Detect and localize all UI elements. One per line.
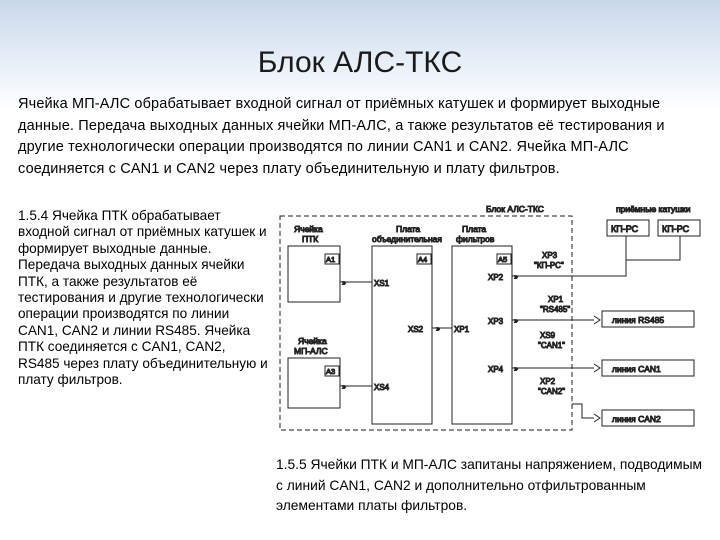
xp2-can2-label [538,377,565,396]
wire-rs485-arrow [594,316,600,324]
paragraph-power: 1.5.5 Ячейки ПТК и МП-АЛС запитаны напряжением, подводимым с линий CAN1, CAN2 и дополнительно отфильтрованным элементами платы фильтров. [276,457,703,513]
wire-can1-arrow [594,364,600,372]
xp3-kprs-label [534,251,564,270]
wire-xp4-mark: » [514,366,518,373]
backplane-label [372,224,442,244]
wire-can2-arrow [594,414,600,422]
svg-text:XS9: XS9 [540,331,556,340]
block-boundary [280,216,572,430]
line-rs485-label: линия RS485 [612,315,665,325]
cell-ptk-label [294,224,323,244]
wire-to-coil-1 [572,236,626,276]
coils-label: приёмные катушки [616,204,691,214]
svg-text:"CAN2": "CAN2" [538,387,566,396]
line-can2-label: линия CAN2 [612,414,661,424]
paragraph-mpals: Ячейка МП-АЛС обрабатывает входной сигнал от приёмных катушек и формирует выходные данные. Передача выходных данных ячейки МП-АЛС, а также результатов её тестирования и другие технологически операции производятся по линии CAN1 и CAN2. Ячейка МП-АЛС соединяется с CAN1 и CAN2 через плату объединительную и плату фильтров. [18,96,665,177]
xp1-rs485-label [540,295,570,314]
svg-text:"RS485": "RS485" [540,305,571,314]
xp3-label: XP3 [488,317,504,326]
svg-text:Ячейка: Ячейка [294,224,323,234]
xs9-can1-label [538,331,565,350]
svg-text:"CAN1": "CAN1" [538,341,566,350]
wire-ptk-mark: » [342,280,346,287]
svg-text:Ячейка: Ячейка [298,336,327,346]
block-label: Блок АЛС-ТКС [486,204,544,214]
svg-text:объединительная: объединительная [372,234,442,244]
wire-xs2-mark: » [436,326,440,333]
svg-text:фильтров: фильтров [456,234,495,244]
xp2-label: XP2 [488,273,504,282]
backplane-box [372,246,432,424]
paragraph-ptk: 1.5.4 Ячейка ПТК обрабатывает входной сигнал от приёмных катушек и формирует выходные данные. Передача выходных данных ячейки ПТК, а также результатов её тестирования и другие технологически операции производятся по линии CAN1, CAN2 и линии RS485. Ячейка ПТК соединяется с CAN1, CAN2, RS485 через плату объединительную и плату фильтров. [18,208,268,388]
xp4-label: XP4 [488,365,504,374]
line-can1-label: линия CAN1 [612,364,661,374]
svg-text:Плата: Плата [462,224,487,234]
wire-to-coil-2 [626,236,680,260]
xp1-label: XP1 [454,325,470,334]
a5-label: А5 [498,255,508,264]
xs4-label: XS4 [374,383,390,392]
svg-text:"КП-РС": "КП-РС" [534,261,564,270]
svg-text:XP1: XP1 [548,295,564,304]
wire-xp2-mark: » [514,274,518,281]
svg-text:XP2: XP2 [540,377,556,386]
a4-label: А4 [418,255,428,264]
wire-mpals-mark: » [342,384,346,391]
coil-2-label: КП-РС [662,224,690,234]
svg-text:XP3: XP3 [542,251,558,260]
xs1-label: XS1 [374,279,390,288]
svg-text:Плата: Плата [396,224,421,234]
filter-board-label [456,224,495,244]
a1-label: А1 [326,255,336,264]
a3-label: А3 [326,367,336,376]
wire-xp3-mark: » [514,318,518,325]
block-diagram [276,198,706,438]
svg-text:ПТК: ПТК [302,234,319,244]
svg-text:МП-АЛС: МП-АЛС [294,346,328,356]
xs2-label: XS2 [408,325,424,334]
wire-can2 [572,404,594,418]
cell-mpals-label [294,336,328,356]
slide-title: Блок АЛС-ТКС [257,46,463,79]
coil-1-label: КП-РС [611,224,639,234]
